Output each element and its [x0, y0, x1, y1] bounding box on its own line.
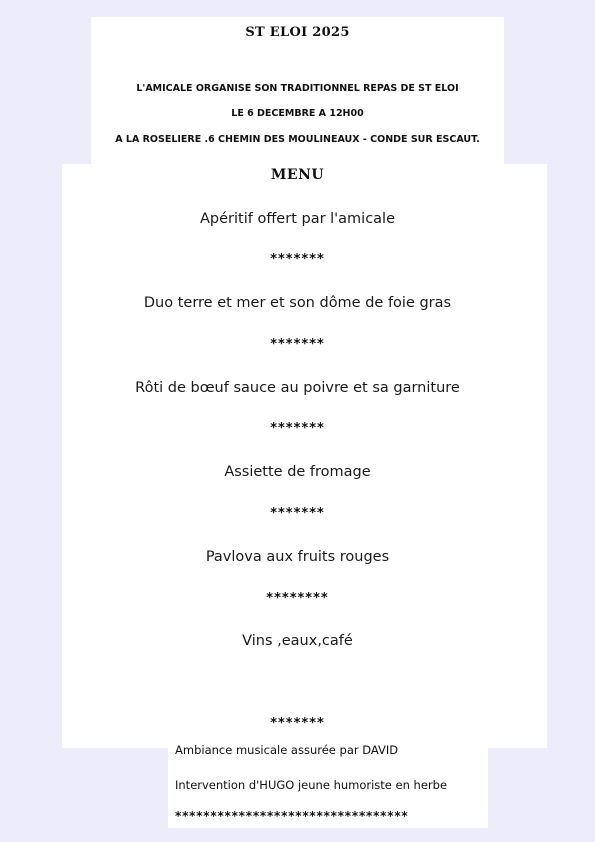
menu-item-starter: Duo terre et mer et son dôme de foie gras: [143, 295, 452, 311]
footer-music-line: Ambiance musicale assurée par DAVID: [175, 743, 399, 757]
menu-item-main: Rôti de bœuf sauce au poivre et sa garniture: [135, 380, 460, 396]
menu-item-drinks: Vins ,eaux,café: [242, 633, 353, 649]
menu-separator: ********: [266, 591, 329, 606]
address-line: A LA ROSELIERE .6 CHEMIN DES MOULINEAUX - CONDE SUR ESCAUT.: [115, 134, 480, 145]
footer-stars: *********************************: [175, 809, 409, 823]
menu-heading: MENU: [270, 167, 325, 183]
menu-separator: *******: [270, 506, 325, 521]
menu-separator: *******: [270, 337, 325, 352]
announcement-line: L'AMICALE ORGANISE SON TRADITIONNEL REPAS DE ST ELOI: [136, 83, 459, 94]
menu-item-dessert: Pavlova aux fruits rouges: [205, 549, 390, 565]
menu-item-aperitif: Apéritif offert par l'amicale: [199, 211, 396, 227]
menu-separator: *******: [270, 716, 325, 731]
page-title: ST ELOI 2025: [245, 25, 350, 40]
footer-humorist-line: Intervention d'HUGO jeune humoriste en herbe: [175, 778, 448, 792]
menu-separator: *******: [270, 252, 325, 267]
date-line: LE 6 DECEMBRE A 12H00: [231, 108, 364, 119]
menu-item-cheese: Assiette de fromage: [224, 464, 371, 480]
menu-separator: *******: [270, 421, 325, 436]
